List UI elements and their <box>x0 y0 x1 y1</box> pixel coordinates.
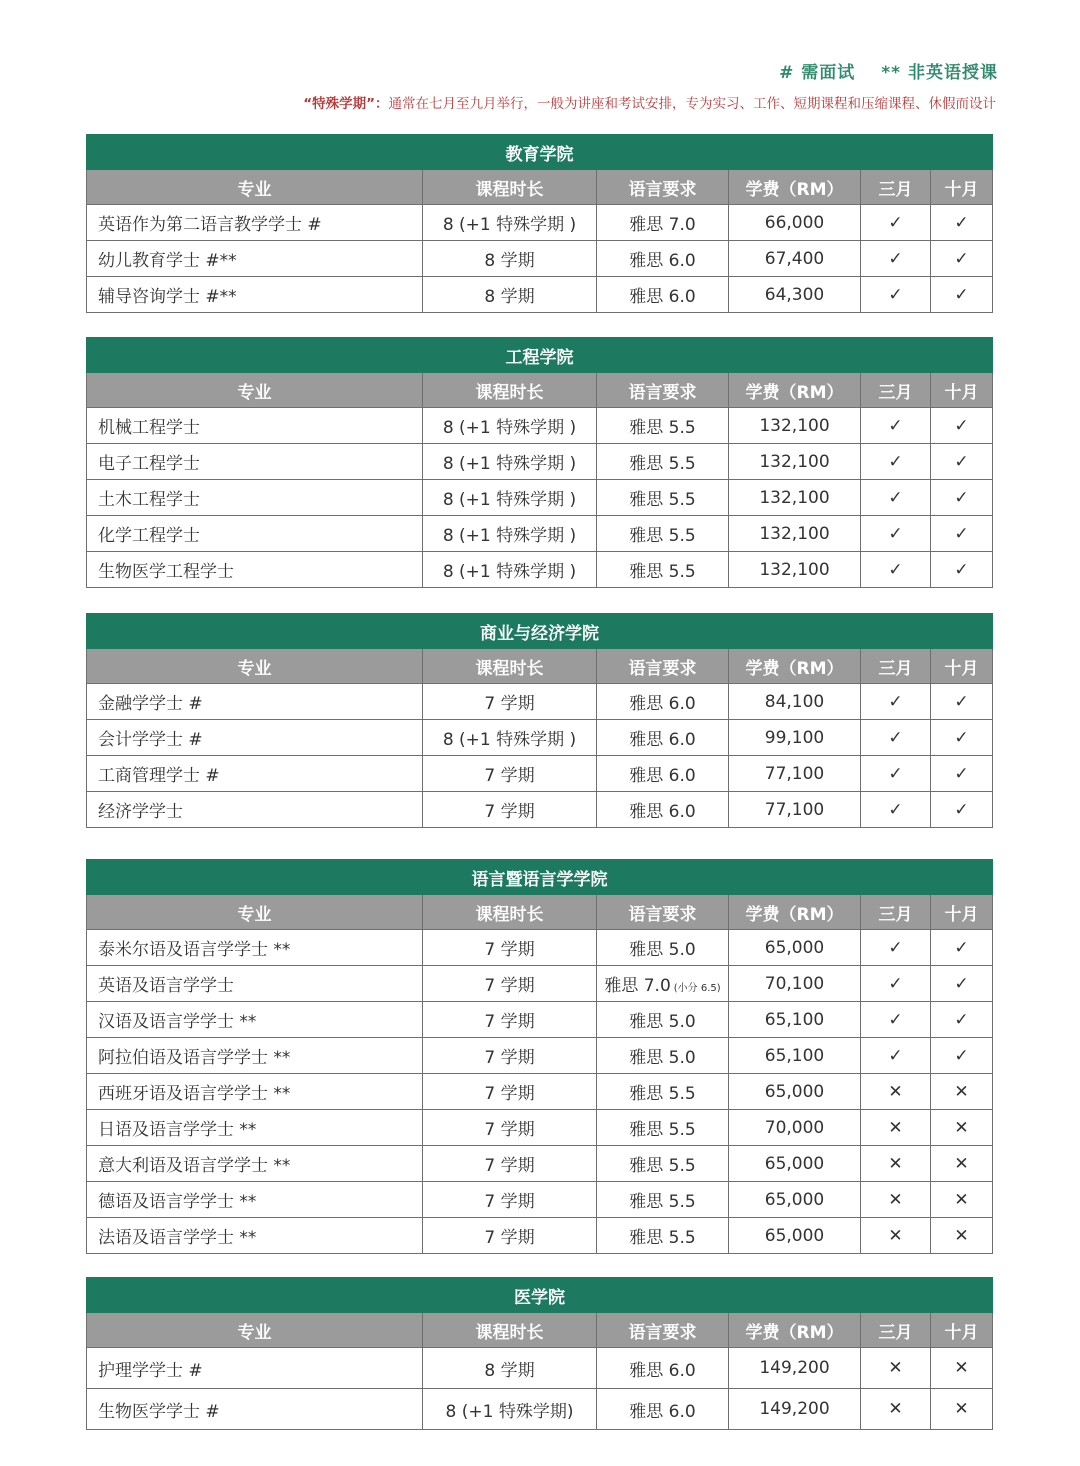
column-header: 学费（RM） <box>729 895 861 930</box>
table-row <box>87 277 993 313</box>
march-intake-cell: ✓ <box>861 1038 931 1074</box>
october-intake-cell: ✕ <box>931 1218 993 1254</box>
march-intake-cell: ✓ <box>861 966 931 1002</box>
sub-score-note: (小分 6.5) <box>673 983 721 994</box>
march-intake-cell: ✓ <box>861 756 931 792</box>
tuition-fee-cell: 149,200 <box>729 1389 861 1430</box>
duration-cell: 8 (+1 特殊学期 ) <box>423 444 597 480</box>
october-intake-cell: ✓ <box>931 1002 993 1038</box>
table-row <box>87 552 993 588</box>
note-text: 通常在七月至九月举行，一般为讲座和考试安排，专为实习、工作、短期课程和压缩课程、休假而设计 <box>388 96 996 112</box>
table-row <box>87 792 993 828</box>
duration-cell: 7 学期 <box>423 1182 597 1218</box>
column-header: 语言要求 <box>597 649 729 684</box>
march-intake-cell: ✓ <box>861 792 931 828</box>
tuition-fee-cell: 65,100 <box>729 1002 861 1038</box>
program-name: 机械工程学士 <box>87 408 423 444</box>
section-title: 商业与经济学院 <box>87 614 993 649</box>
language-requirement-cell: 雅思 6.0 <box>597 792 729 828</box>
column-header: 语言要求 <box>597 170 729 205</box>
legend <box>779 58 998 83</box>
march-intake-cell: ✓ <box>861 720 931 756</box>
march-intake-cell: ✕ <box>861 1218 931 1254</box>
language-requirement-cell: 雅思 6.0 <box>597 1348 729 1389</box>
march-intake-cell: ✕ <box>861 1110 931 1146</box>
duration-cell: 8 (+1 特殊学期 ) <box>423 480 597 516</box>
language-requirement-cell: 雅思 5.5 <box>597 1182 729 1218</box>
march-intake-cell: ✕ <box>861 1389 931 1430</box>
section-header-row <box>87 338 993 373</box>
column-header: 课程时长 <box>423 1313 597 1348</box>
column-header: 课程时长 <box>423 170 597 205</box>
table-row <box>87 720 993 756</box>
duration-cell: 7 学期 <box>423 756 597 792</box>
section-header-row <box>87 860 993 895</box>
program-name: 阿拉伯语及语言学学士 ** <box>87 1038 423 1074</box>
section-table <box>86 337 993 588</box>
program-name: 汉语及语言学学士 ** <box>87 1002 423 1038</box>
tuition-fee-cell: 132,100 <box>729 552 861 588</box>
tuition-fee-cell: 65,000 <box>729 1146 861 1182</box>
march-intake-cell: ✓ <box>861 684 931 720</box>
duration-cell: 7 学期 <box>423 792 597 828</box>
table-row <box>87 1146 993 1182</box>
duration-cell: 8 (+1 特殊学期) <box>423 1389 597 1430</box>
table-row <box>87 1038 993 1074</box>
table-row <box>87 1389 993 1430</box>
table-row <box>87 205 993 241</box>
table-row <box>87 930 993 966</box>
october-intake-cell: ✓ <box>931 966 993 1002</box>
language-requirement-cell: 雅思 6.0 <box>597 720 729 756</box>
program-name: 工商管理学士 # <box>87 756 423 792</box>
october-intake-cell: ✕ <box>931 1348 993 1389</box>
column-header: 课程时长 <box>423 895 597 930</box>
tuition-fee-cell: 77,100 <box>729 756 861 792</box>
october-intake-cell: ✓ <box>931 684 993 720</box>
duration-cell: 8 (+1 特殊学期 ) <box>423 552 597 588</box>
language-requirement-cell: 雅思 5.5 <box>597 480 729 516</box>
october-intake-cell: ✓ <box>931 1038 993 1074</box>
table-row <box>87 1074 993 1110</box>
language-requirement-cell: 雅思 5.0 <box>597 1038 729 1074</box>
column-header: 语言要求 <box>597 373 729 408</box>
column-header: 十月 <box>931 170 993 205</box>
language-requirement-cell: 雅思 6.0 <box>597 277 729 313</box>
tuition-fee-cell: 65,000 <box>729 1182 861 1218</box>
tuition-fee-cell: 84,100 <box>729 684 861 720</box>
program-name: 西班牙语及语言学学士 ** <box>87 1074 423 1110</box>
duration-cell: 8 学期 <box>423 241 597 277</box>
table-row <box>87 480 993 516</box>
language-requirement-cell: 雅思 6.0 <box>597 684 729 720</box>
column-header: 专业 <box>87 895 423 930</box>
table-row <box>87 1182 993 1218</box>
column-header: 三月 <box>861 649 931 684</box>
column-header: 十月 <box>931 373 993 408</box>
tuition-fee-cell: 70,000 <box>729 1110 861 1146</box>
column-header: 十月 <box>931 649 993 684</box>
program-name: 日语及语言学学士 ** <box>87 1110 423 1146</box>
section-header-row <box>87 135 993 170</box>
legend-non-english: ** 非英语授课 <box>881 63 998 83</box>
language-requirement-cell: 雅思 6.0 <box>597 1389 729 1430</box>
column-header: 十月 <box>931 1313 993 1348</box>
column-header: 语言要求 <box>597 1313 729 1348</box>
october-intake-cell: ✓ <box>931 408 993 444</box>
program-name: 幼儿教育学士 #** <box>87 241 423 277</box>
program-name: 英语作为第二语言教学学士 # <box>87 205 423 241</box>
october-intake-cell: ✕ <box>931 1074 993 1110</box>
table-row <box>87 1348 993 1389</box>
column-header: 学费（RM） <box>729 1313 861 1348</box>
october-intake-cell: ✓ <box>931 205 993 241</box>
tuition-fee-cell: 70,100 <box>729 966 861 1002</box>
program-name: 土木工程学士 <box>87 480 423 516</box>
program-name: 泰米尔语及语言学学士 ** <box>87 930 423 966</box>
duration-cell: 8 (+1 特殊学期 ) <box>423 516 597 552</box>
duration-cell: 7 学期 <box>423 1038 597 1074</box>
table-row <box>87 516 993 552</box>
column-header: 十月 <box>931 895 993 930</box>
language-requirement-cell: 雅思 5.5 <box>597 552 729 588</box>
language-requirement-cell: 雅思 6.0 <box>597 241 729 277</box>
language-requirement-cell <box>597 966 729 1002</box>
march-intake-cell: ✕ <box>861 1074 931 1110</box>
table-row <box>87 241 993 277</box>
section-table <box>86 134 993 313</box>
program-name: 电子工程学士 <box>87 444 423 480</box>
section-header-row <box>87 614 993 649</box>
language-requirement-cell: 雅思 5.5 <box>597 516 729 552</box>
march-intake-cell: ✓ <box>861 1002 931 1038</box>
tuition-fee-cell: 132,100 <box>729 444 861 480</box>
march-intake-cell: ✓ <box>861 408 931 444</box>
language-requirement-cell: 雅思 5.5 <box>597 1218 729 1254</box>
section-title: 工程学院 <box>87 338 993 373</box>
column-header: 学费（RM） <box>729 170 861 205</box>
table-row <box>87 1002 993 1038</box>
program-name: 会计学学士 # <box>87 720 423 756</box>
march-intake-cell: ✓ <box>861 480 931 516</box>
program-name: 生物医学学士 # <box>87 1389 423 1430</box>
march-intake-cell: ✓ <box>861 444 931 480</box>
column-header: 三月 <box>861 170 931 205</box>
october-intake-cell: ✕ <box>931 1110 993 1146</box>
column-header: 三月 <box>861 895 931 930</box>
duration-cell: 7 学期 <box>423 1002 597 1038</box>
march-intake-cell: ✓ <box>861 241 931 277</box>
duration-cell: 8 (+1 特殊学期 ) <box>423 205 597 241</box>
tuition-fee-cell: 66,000 <box>729 205 861 241</box>
october-intake-cell: ✕ <box>931 1182 993 1218</box>
section-table <box>86 1277 993 1430</box>
column-header: 专业 <box>87 170 423 205</box>
column-header-row <box>87 649 993 684</box>
tuition-fee-cell: 99,100 <box>729 720 861 756</box>
program-name: 意大利语及语言学学士 ** <box>87 1146 423 1182</box>
column-header: 课程时长 <box>423 649 597 684</box>
tuition-fee-cell: 64,300 <box>729 277 861 313</box>
language-requirement-cell: 雅思 5.5 <box>597 1146 729 1182</box>
march-intake-cell: ✓ <box>861 277 931 313</box>
table-row <box>87 684 993 720</box>
language-requirement-cell: 雅思 6.0 <box>597 756 729 792</box>
october-intake-cell: ✓ <box>931 552 993 588</box>
column-header-row <box>87 170 993 205</box>
language-requirement-cell: 雅思 7.0 <box>597 205 729 241</box>
table-row <box>87 444 993 480</box>
program-name: 辅导咨询学士 #** <box>87 277 423 313</box>
duration-cell: 7 学期 <box>423 930 597 966</box>
duration-cell: 7 学期 <box>423 1218 597 1254</box>
duration-cell: 7 学期 <box>423 1110 597 1146</box>
october-intake-cell: ✓ <box>931 720 993 756</box>
tuition-fee-cell: 149,200 <box>729 1348 861 1389</box>
march-intake-cell: ✓ <box>861 516 931 552</box>
section-table <box>86 613 993 828</box>
language-requirement-cell: 雅思 5.0 <box>597 1002 729 1038</box>
october-intake-cell: ✓ <box>931 516 993 552</box>
language-requirement-cell: 雅思 5.5 <box>597 1110 729 1146</box>
note-term: “特殊学期”： <box>303 96 389 112</box>
duration-cell: 8 (+1 特殊学期 ) <box>423 408 597 444</box>
duration-cell: 8 (+1 特殊学期 ) <box>423 720 597 756</box>
column-header: 三月 <box>861 373 931 408</box>
column-header: 学费（RM） <box>729 373 861 408</box>
table-row <box>87 1218 993 1254</box>
column-header: 语言要求 <box>597 895 729 930</box>
language-requirement-cell: 雅思 5.5 <box>597 444 729 480</box>
column-header: 专业 <box>87 649 423 684</box>
program-name: 生物医学工程学士 <box>87 552 423 588</box>
duration-cell: 8 学期 <box>423 277 597 313</box>
program-name: 英语及语言学学士 <box>87 966 423 1002</box>
table-row <box>87 756 993 792</box>
duration-cell: 8 学期 <box>423 1348 597 1389</box>
duration-cell: 7 学期 <box>423 1146 597 1182</box>
tuition-fee-cell: 65,000 <box>729 930 861 966</box>
march-intake-cell: ✓ <box>861 205 931 241</box>
column-header: 课程时长 <box>423 373 597 408</box>
october-intake-cell: ✕ <box>931 1146 993 1182</box>
special-term-note <box>303 92 996 112</box>
column-header: 学费（RM） <box>729 649 861 684</box>
column-header: 专业 <box>87 373 423 408</box>
march-intake-cell: ✕ <box>861 1348 931 1389</box>
october-intake-cell: ✕ <box>931 1389 993 1430</box>
table-row <box>87 966 993 1002</box>
october-intake-cell: ✓ <box>931 277 993 313</box>
tuition-fee-cell: 132,100 <box>729 408 861 444</box>
section-header-row <box>87 1278 993 1313</box>
october-intake-cell: ✓ <box>931 792 993 828</box>
section-title: 教育学院 <box>87 135 993 170</box>
column-header-row <box>87 373 993 408</box>
duration-cell: 7 学期 <box>423 1074 597 1110</box>
table-row <box>87 1110 993 1146</box>
tuition-fee-cell: 65,000 <box>729 1218 861 1254</box>
tuition-fee-cell: 67,400 <box>729 241 861 277</box>
march-intake-cell: ✕ <box>861 1146 931 1182</box>
program-name: 护理学学士 # <box>87 1348 423 1389</box>
march-intake-cell: ✕ <box>861 1182 931 1218</box>
duration-cell: 7 学期 <box>423 966 597 1002</box>
language-score: 雅思 7.0 <box>604 976 671 996</box>
program-name: 经济学学士 <box>87 792 423 828</box>
program-name: 化学工程学士 <box>87 516 423 552</box>
section-title: 语言暨语言学学院 <box>87 860 993 895</box>
program-name: 法语及语言学学士 ** <box>87 1218 423 1254</box>
tuition-fee-cell: 77,100 <box>729 792 861 828</box>
language-requirement-cell: 雅思 5.0 <box>597 930 729 966</box>
tuition-fee-cell: 65,100 <box>729 1038 861 1074</box>
program-name: 德语及语言学学士 ** <box>87 1182 423 1218</box>
tuition-fee-cell: 132,100 <box>729 516 861 552</box>
october-intake-cell: ✓ <box>931 241 993 277</box>
table-row <box>87 408 993 444</box>
section-title: 医学院 <box>87 1278 993 1313</box>
column-header-row <box>87 895 993 930</box>
program-name: 金融学学士 # <box>87 684 423 720</box>
duration-cell: 7 学期 <box>423 684 597 720</box>
language-requirement-cell: 雅思 5.5 <box>597 1074 729 1110</box>
march-intake-cell: ✓ <box>861 930 931 966</box>
section-table <box>86 859 993 1254</box>
language-requirement-cell: 雅思 5.5 <box>597 408 729 444</box>
tuition-fee-cell: 65,000 <box>729 1074 861 1110</box>
october-intake-cell: ✓ <box>931 930 993 966</box>
column-header: 专业 <box>87 1313 423 1348</box>
march-intake-cell: ✓ <box>861 552 931 588</box>
october-intake-cell: ✓ <box>931 756 993 792</box>
tuition-fee-cell: 132,100 <box>729 480 861 516</box>
october-intake-cell: ✓ <box>931 480 993 516</box>
column-header-row <box>87 1313 993 1348</box>
october-intake-cell: ✓ <box>931 444 993 480</box>
legend-interview: # 需面试 <box>779 63 856 83</box>
column-header: 三月 <box>861 1313 931 1348</box>
